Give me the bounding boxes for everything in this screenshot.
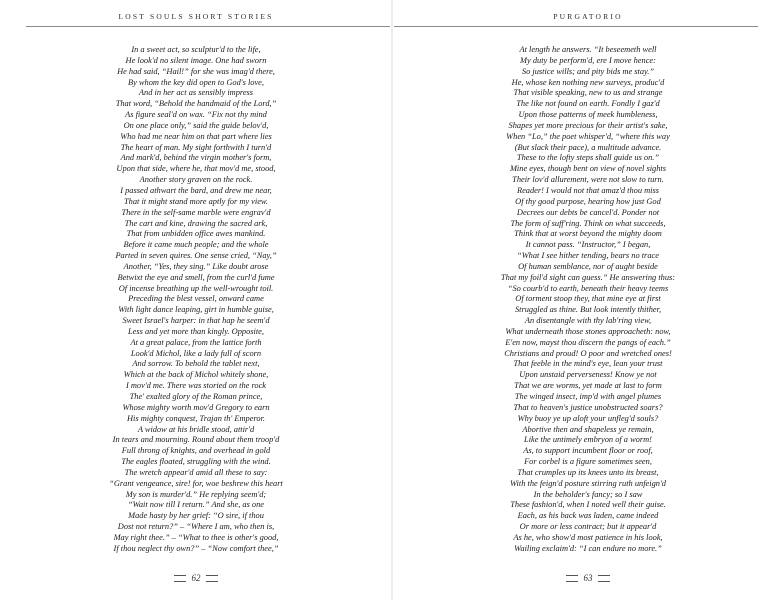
poem-line: Upon those patterns of meek humbleness,	[518, 110, 658, 120]
poem-line: The heart of man. My sight forthwith I turn'd	[120, 142, 272, 152]
poem-line: Less and yet more than kingly. Opposite,	[128, 326, 264, 336]
poem-line: Upon that side, where he, that mov'd me, stood,	[116, 164, 276, 174]
poem-line: And mark'd, behind the virgin mother's form,	[120, 153, 272, 163]
page-folio	[392, 573, 784, 583]
poem-line: His mighty conquest, Trajan th' Emperor.	[126, 413, 266, 423]
poem-line: That to heaven's justice unobstructed soars?	[513, 402, 663, 412]
folio-ornament-icon	[174, 575, 186, 582]
poem-line: The wretch appear'd amid all these to say:	[124, 467, 268, 477]
poem-line: That my foil'd sight can guess.” He answering thus:	[500, 272, 676, 282]
poem-line: My son is murder'd.” He replying seem'd;	[125, 489, 267, 499]
poem-line: With light dance leaping, girt in humble guise,	[118, 305, 274, 315]
poem-line: Preceding the blest vessel, onward came	[128, 294, 264, 304]
running-head: PURGATORIO	[553, 12, 623, 21]
poem-line: In the beholder's fancy; so I saw	[533, 489, 643, 499]
poem-line: “So courb'd to earth, beneath their heavy teems	[507, 283, 669, 293]
poem-line: Wailing exclaim'd: “I can endure no more.”	[514, 543, 662, 553]
running-head: LOST SOULS SHORT STORIES	[118, 12, 274, 21]
poem-line: Mine eyes, though bent on view of novel sights	[509, 164, 667, 174]
poem-line: That we are worms, yet made at last to form	[514, 381, 662, 391]
poem-line: I passed athwart the bard, and drew me near,	[120, 185, 272, 195]
poem-line: May right thee.” – “What to thee is other's good,	[113, 532, 279, 542]
page-number: 63	[583, 573, 593, 583]
poem-line: When “Lo,” the poet whisper'd, “where this way	[506, 131, 670, 141]
poem-line: Of human semblance, nor of aught beside	[518, 261, 658, 271]
poem-line: Shapes yet more precious for their artist's sake,	[508, 120, 668, 130]
poem-line: Of incense breathing up the well-wrought toil.	[118, 283, 274, 293]
poem-line: The winged insect, imp'd with angel plumes	[514, 392, 662, 401]
poem-line: A widow at his bridle stood, attir'd	[137, 424, 255, 434]
poem-line: So justice wills; and pity bids me stay.”	[521, 66, 655, 76]
page-folio	[0, 573, 392, 583]
poem-line: Decrees our debts be cancel'd. Ponder not	[516, 207, 660, 217]
poem-line: The eagles floated, struggling with the wind.	[121, 457, 271, 467]
folio-ornament-icon	[598, 575, 610, 582]
poem-line: As, to support incumbent floor or roof,	[523, 446, 653, 456]
poem-line: The form of suff'ring. Think on what succeeds,	[510, 218, 666, 228]
right-page	[392, 0, 784, 600]
poem-line: E'en now, mayst thou discern the pangs of each.”	[505, 337, 671, 347]
poem-line: Parted in seven quires. One sense cried, “Nay,”	[115, 251, 277, 261]
poem-text	[392, 45, 784, 555]
poem-line: Dost not return?” – “Where I am, who then is,	[117, 522, 275, 532]
header-rule	[394, 26, 758, 27]
poem-line: For corbel is a figure sometimes seen,	[524, 457, 652, 467]
poem-line: That from unbidden office awes mankind.	[126, 229, 266, 239]
poem-line: “Wait now till I return.” And she, as one	[127, 500, 265, 510]
poem-line: Abortive then and shapeless ye remain,	[522, 424, 654, 434]
poem-line: Upon unstaid perverseness! Know ye not	[519, 370, 657, 380]
poem-line: I mov'd me. There was storied on the rock	[125, 381, 267, 391]
poem-line: He, whose ken nothing new surveys, produc'd	[511, 77, 665, 87]
poem-line: Why buoy ye up aloft your unfleg'd souls?	[517, 413, 659, 423]
poem-line: My duty be perform'd, ere I move hence:	[520, 55, 656, 65]
poem-line: He had said, “Hail!” for she was imag'd there,	[117, 66, 275, 76]
poem-line: If thou neglect thy own?” – “Now comfort thee,”	[113, 543, 279, 553]
poem-line: Struggled as thine. But look intently thither,	[514, 305, 662, 315]
poem-line: Sweet Israel's harper: in that hap he seem'd	[122, 316, 270, 326]
poem-line: It cannot pass. “Instructor,” I began,	[525, 240, 651, 250]
poem-line: And in her act as sensibly impress	[138, 88, 254, 98]
poem-line: On one place only,” said the guide belov'd,	[123, 120, 269, 130]
poem-line: That feeble in the mind's eye, lean your trust	[513, 359, 663, 369]
poem-line: The cart and kine, drawing the sacred ark,	[124, 218, 268, 228]
poem-line: Full throng of knights, and overhead in gold	[121, 446, 271, 456]
poem-line: Like the untimely embryon of a worm!	[524, 435, 652, 445]
poem-line: The like not found on earth. Fondly I gaz'd	[516, 99, 660, 109]
poem-line: Christians and proud! O poor and wretched ones!	[504, 348, 672, 358]
poem-line: “Grant vengeance, sire! for, woe beshrew this heart	[109, 478, 283, 488]
poem-line: That it might stand more aptly for my view.	[124, 196, 268, 206]
poem-line: As he, who show'd most patience in his look,	[513, 532, 663, 542]
poem-line: Reader! I would not that amaz'd thou miss	[516, 185, 660, 195]
poem-line: That crumples up its knees unto its breast,	[517, 467, 659, 477]
poem-line: Who had me near him on that part where lies	[120, 131, 272, 141]
book-gutter	[391, 0, 393, 600]
poem-line: Made hasty by her grief: “O sire, if thou	[128, 511, 264, 521]
poem-line: There in the self-same marble were engrav'd	[121, 207, 271, 217]
poem-line: By whom the key did open to God's love,	[128, 77, 264, 87]
folio-ornament-icon	[206, 575, 218, 582]
poem-line: Each, as his back was laden, came indeed	[517, 511, 659, 521]
poem-line: Look'd Michol, like a lady full of scorn	[130, 348, 262, 358]
poem-line: He look'd no silent image. One had sworn	[125, 55, 267, 65]
folio-ornament-icon	[566, 575, 578, 582]
poem-line: Think that at worst beyond the mighty doom	[514, 229, 662, 239]
poem-line: Another, “Yes, they sing.” Like doubt arose	[123, 261, 269, 271]
page-number: 62	[191, 573, 201, 583]
poem-line: Betwixt the eye and smell, from the curl'd fume	[117, 272, 275, 282]
poem-line: At a great palace, from the lattice forth	[130, 337, 262, 347]
poem-line: These fashion'd, when I noted well their guise.	[510, 500, 666, 510]
poem-line: The' exalted glory of the Roman prince,	[129, 392, 263, 401]
header-rule	[26, 26, 390, 27]
poem-line: Whose mighty worth mov'd Gregory to earn	[122, 402, 270, 412]
poem-line: Before it came much people; and the whole	[123, 240, 269, 250]
poem-line: As figure seal'd on wax. “Fix not thy mind	[125, 110, 267, 120]
poem-line: And sorrow. To behold the tablet next,	[132, 359, 260, 369]
poem-line: Or more or less contract; but it appear'd	[519, 522, 657, 532]
poem-line: Their lov'd allurement, were not slow to turn.	[512, 175, 664, 185]
poem-line: At length he answers. “It beseemeth well	[519, 45, 657, 54]
poem-line: An disentangle with thy lab'ring view,	[524, 316, 652, 326]
poem-line: In tears and mourning. Round about them troop'd	[112, 435, 280, 445]
poem-text	[0, 45, 392, 555]
poem-line: What underneath those stones approacheth: now,	[505, 326, 671, 336]
poem-line: “What I see hither tending, bears no trace	[517, 251, 659, 261]
poem-line: That visible speaking, new to us and strange	[513, 88, 663, 98]
poem-line: (But slack their pace), a multitude advance.	[514, 142, 662, 152]
poem-line: Which at the back of Michol whitely shone,	[123, 370, 269, 380]
poem-line: Of torment stoop they, that mine eye at first	[515, 294, 661, 304]
poem-line: With the feign'd posture stirring ruth unfeign'd	[510, 478, 666, 488]
poem-line: That word, “Behold the handmaid of the Lord,”	[115, 99, 277, 109]
poem-line: Another story graven on the rock.	[139, 175, 253, 185]
poem-line: Of thy good purpose, hearing how just God	[515, 196, 661, 206]
poem-line: In a sweet act, so sculptur'd to the life,	[131, 45, 261, 54]
poem-line: These to the lofty steps shall guide us on.”	[516, 153, 660, 163]
